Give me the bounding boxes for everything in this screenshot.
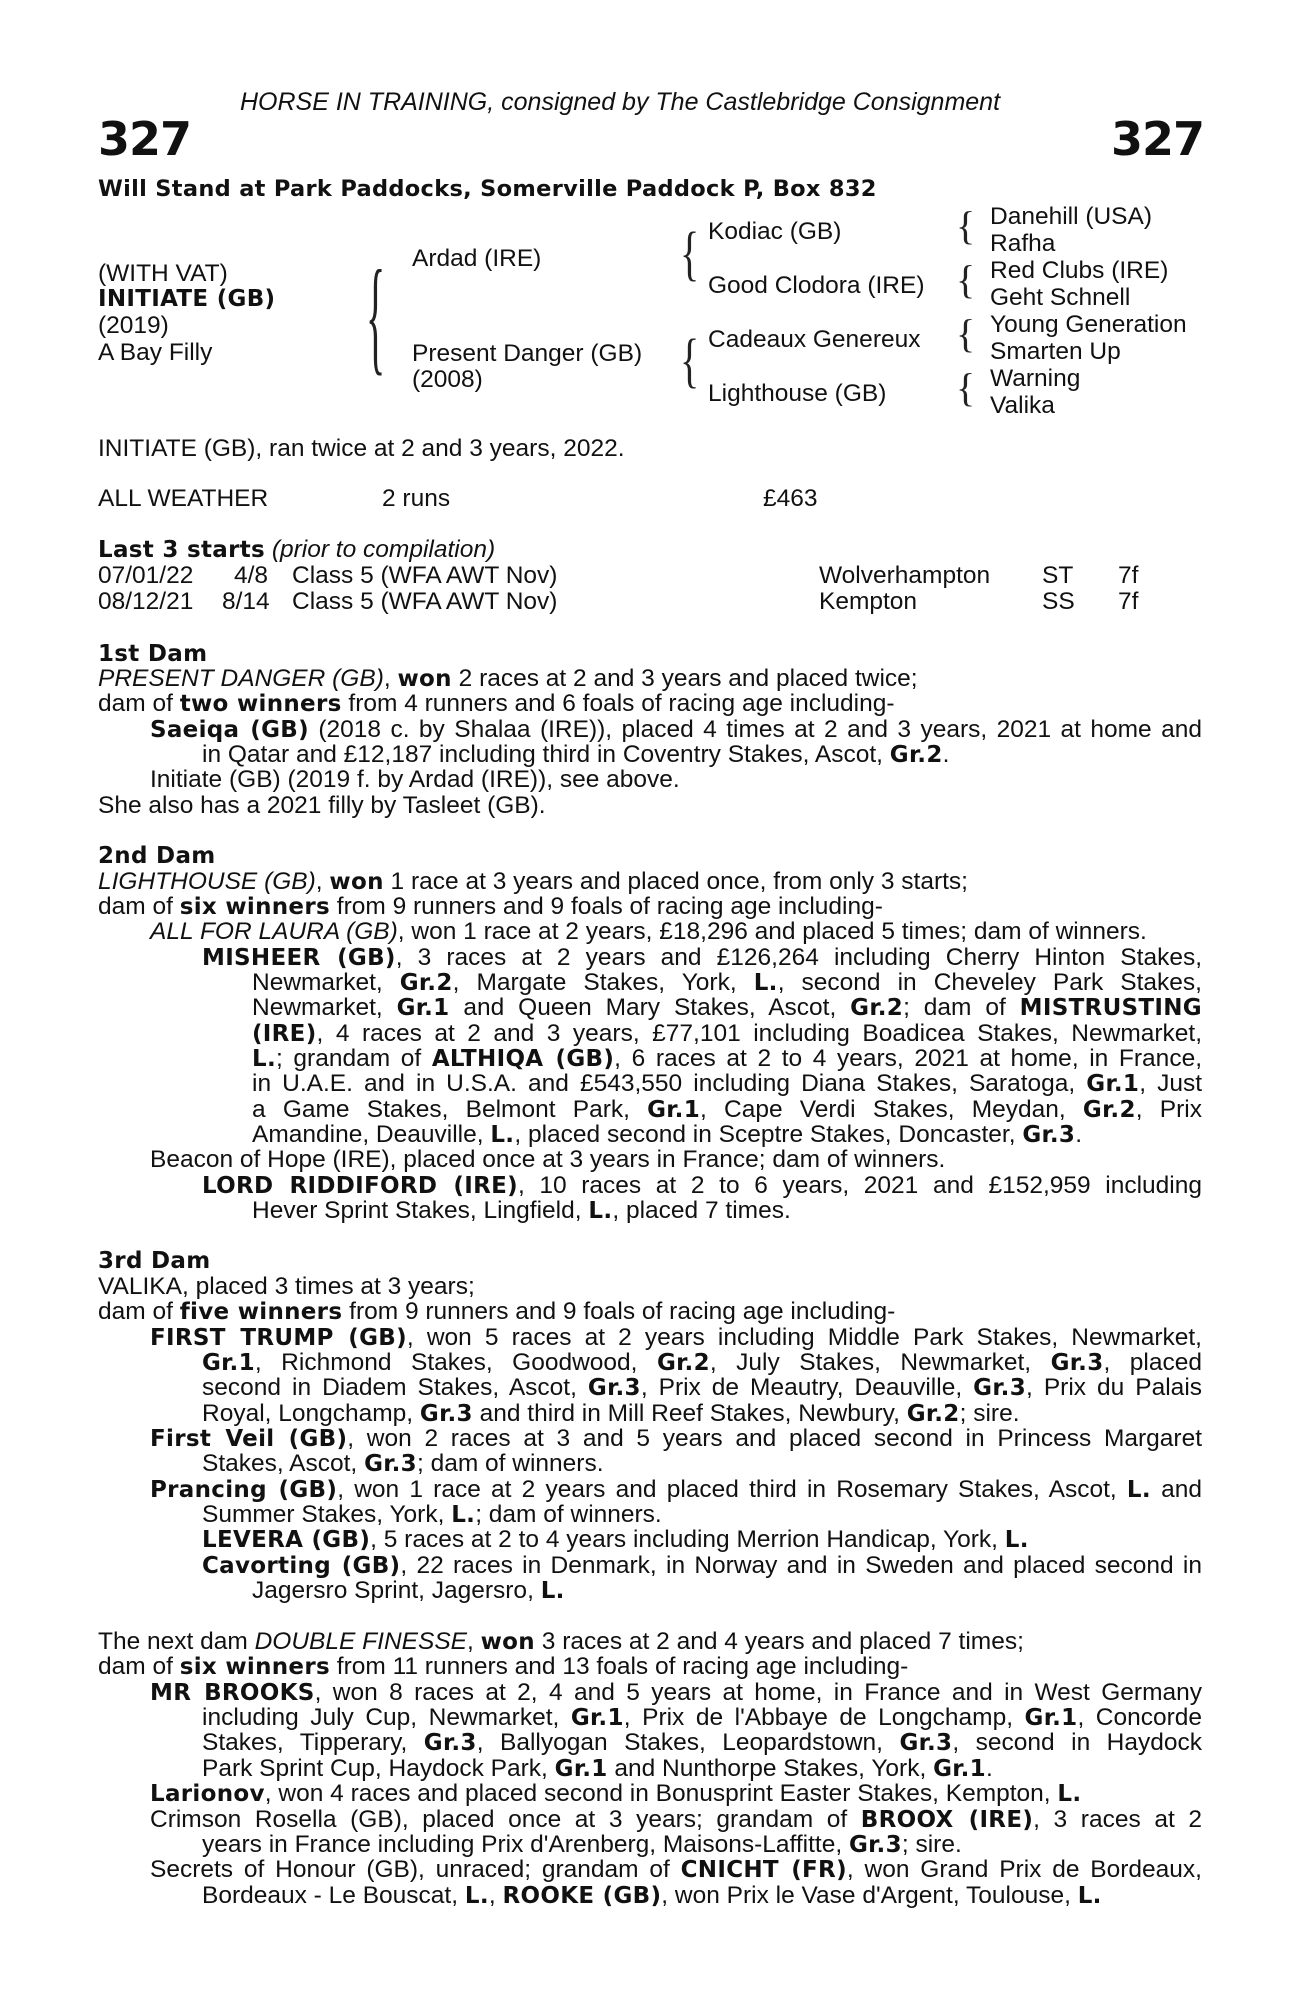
dam2-line: a Game Stakes, Belmont Park, Gr.1, Cape Verdi Stakes, Meydan, Gr.2, Prix <box>252 1096 1202 1123</box>
dam1-line: dam of two winners from 4 runners and 6 foals of racing age including- <box>98 690 895 717</box>
next-dam-line: The next dam DOUBLE FINESSE, won 3 races at 2 and 4 years and placed 7 times; <box>98 1628 1024 1655</box>
dam3-line: LEVERA (GB), 5 races at 2 to 4 years including Merrion Handicap, York, L. <box>202 1526 1029 1553</box>
record-runs: 2 runs <box>382 485 451 512</box>
last-starts-heading-bold: Last 3 starts <box>98 537 266 563</box>
dam2-line: MISHEER (GB), 3 races at 2 years and £126,264 including Cherry Hinton Stakes, <box>202 944 1202 971</box>
start-going: ST <box>1042 562 1074 589</box>
dam3-line: Jagersro Sprint, Jagersro, L. <box>252 1577 565 1604</box>
start-course: Wolverhampton <box>819 562 991 589</box>
pedigree-brace: { <box>366 243 386 388</box>
dam3-line: Stakes, Ascot, Gr.3; dam of winners. <box>202 1450 604 1477</box>
dam1-line: PRESENT DANGER (GB), won 2 races at 2 and 3 years and placed twice; <box>98 665 918 692</box>
lot-number-left: 327 <box>98 112 192 166</box>
start-position: 8/14 <box>222 588 270 615</box>
ancestor-g3: Red Clubs (IRE) <box>990 257 1169 284</box>
next-dam-line: Crimson Rosella (GB), placed once at 3 years; grandam of BROOX (IRE), 3 races at 2 <box>150 1806 1202 1833</box>
ancestor-g5: Young Generation <box>990 311 1187 338</box>
ancestor-g7: Warning <box>990 365 1081 392</box>
dam3-line: second in Diadem Stakes, Ascot, Gr.3, Prix de Meautry, Deauville, Gr.3, Prix du Palais <box>202 1374 1203 1401</box>
ancestor-g1: Danehill (USA) <box>990 203 1153 230</box>
pedigree-brace: { <box>956 311 976 356</box>
ancestor-g4: Geht Schnell <box>990 284 1131 311</box>
last-starts-heading <box>98 537 495 564</box>
dam3-line: Royal, Longchamp, Gr.3 and third in Mill Reef Stakes, Newbury, Gr.2; sire. <box>202 1400 1020 1427</box>
dam3-line: Cavorting (GB), 22 races in Denmark, in Norway and in Sweden and placed second in <box>202 1552 1202 1579</box>
sire-sire: Kodiac (GB) <box>708 218 842 245</box>
lot-number-right: 327 <box>1110 112 1204 166</box>
dam3-line: dam of five winners from 9 runners and 9 foals of racing age including- <box>98 1298 896 1325</box>
dam2-line: Newmarket, Gr.2, Margate Stakes, York, L., second in Cheveley Park Stakes, <box>252 969 1202 996</box>
ancestor-g2: Rafha <box>990 230 1056 257</box>
dam3-line: FIRST TRUMP (GB), won 5 races at 2 years including Middle Park Stakes, Newmarket, <box>150 1324 1202 1351</box>
next-dam-line: dam of six winners from 11 runners and 13 foals of racing age including- <box>98 1653 909 1680</box>
sire-dam: Good Clodora (IRE) <box>708 272 925 299</box>
horse-description: A Bay Filly <box>98 339 213 366</box>
section-heading-1st-dam: 1st Dam <box>98 641 208 667</box>
dam2-line: Hever Sprint Stakes, Lingfield, L., placed 7 times. <box>252 1197 791 1224</box>
section-heading-2nd-dam: 2nd Dam <box>98 843 216 869</box>
dam3-line: Gr.1, Richmond Stakes, Goodwood, Gr.2, July Stakes, Newmarket, Gr.3, placed <box>202 1349 1202 1376</box>
race-summary: INITIATE (GB), ran twice at 2 and 3 years, 2022. <box>98 435 625 462</box>
start-race: Class 5 (WFA AWT Nov) <box>292 588 558 615</box>
dam2-line: ALL FOR LAURA (GB), won 1 race at 2 years, £18,296 and placed 5 times; dam of winners. <box>150 918 1147 945</box>
next-dam-line: Larionov, won 4 races and placed second in Bonusprint Easter Stakes, Kempton, L. <box>150 1780 1082 1807</box>
dam3-line: VALIKA, placed 3 times at 3 years; <box>98 1273 475 1300</box>
dam: Present Danger (GB) <box>412 340 643 367</box>
start-position: 4/8 <box>234 562 269 589</box>
start-date: 08/12/21 <box>98 588 194 615</box>
pedigree-brace: { <box>680 326 700 394</box>
dam3-line: Prancing (GB), won 1 race at 2 years and placed third in Rosemary Stakes, Ascot, L. and <box>150 1476 1202 1503</box>
start-going: SS <box>1042 588 1075 615</box>
next-dam-line: MR BROOKS, won 8 races at 2, 4 and 5 years at home, in France and in West Germany <box>150 1679 1202 1706</box>
dam-year: (2008) <box>412 366 483 393</box>
sire: Ardad (IRE) <box>412 245 542 272</box>
page-title: HORSE IN TRAINING, consigned by The Castlebridge Consignment <box>240 88 1001 116</box>
start-course: Kempton <box>819 588 918 615</box>
dam2-line: Amandine, Deauville, L., placed second in Sceptre Stakes, Doncaster, Gr.3. <box>252 1121 1083 1148</box>
horse-year: (2019) <box>98 312 169 339</box>
pedigree-brace: { <box>956 257 976 302</box>
dam2-line: dam of six winners from 9 runners and 9 foals of racing age including- <box>98 893 883 920</box>
pedigree-brace: { <box>680 219 700 287</box>
start-distance: 7f <box>1118 562 1139 589</box>
next-dam-line: including July Cup, Newmarket, Gr.1, Prix de l'Abbaye de Longchamp, Gr.1, Concorde <box>202 1704 1203 1731</box>
next-dam-line: years in France including Prix d'Arenberg, Maisons-Laffitte, Gr.3; sire. <box>202 1831 962 1858</box>
next-dam-line: Bordeaux - Le Bouscat, L., ROOKE (GB), won Prix le Vase d'Argent, Toulouse, L. <box>202 1882 1102 1909</box>
next-dam-line: Stakes, Tipperary, Gr.3, Ballyogan Stakes, Leopardstown, Gr.3, second in Haydock <box>202 1729 1203 1756</box>
pedigree-brace: { <box>956 203 976 248</box>
dam1-line: in Qatar and £12,187 including third in Coventry Stakes, Ascot, Gr.2. <box>202 741 950 768</box>
next-dam-line: Park Sprint Cup, Haydock Park, Gr.1 and Nunthorpe Stakes, York, Gr.1. <box>202 1755 993 1782</box>
dam2-line: in U.A.E. and in U.S.A. and £543,550 including Diana Stakes, Saratoga, Gr.1, Just <box>252 1070 1203 1097</box>
dam2-line: LORD RIDDIFORD (IRE), 10 races at 2 to 6 years, 2021 and £152,959 including <box>202 1172 1202 1199</box>
dam1-line: She also has a 2021 filly by Tasleet (GB). <box>98 792 546 819</box>
start-distance: 7f <box>1118 588 1139 615</box>
next-dam-line: Secrets of Honour (GB), unraced; grandam of CNICHT (FR), won Grand Prix de Bordeaux, <box>150 1856 1202 1883</box>
dam1-line: Initiate (GB) (2019 f. by Ardad (IRE)), see above. <box>150 766 680 793</box>
dam3-line: First Veil (GB), won 2 races at 3 and 5 years and placed second in Princess Margaret <box>150 1425 1202 1452</box>
ancestor-g6: Smarten Up <box>990 338 1121 365</box>
dam2-line: L.; grandam of ALTHIQA (GB), 6 races at 2 to 4 years, 2021 at home, in France, <box>252 1045 1202 1072</box>
dam2-line: Beacon of Hope (IRE), placed once at 3 years in France; dam of winners. <box>150 1146 946 1173</box>
record-surface: ALL WEATHER <box>98 485 269 512</box>
dam1-line: Saeiqa (GB) (2018 c. by Shalaa (IRE)), placed 4 times at 2 and 3 years, 2021 at home and <box>150 716 1202 743</box>
stable-location: Will Stand at Park Paddocks, Somerville Paddock P, Box 832 <box>98 176 877 202</box>
dam-sire: Cadeaux Genereux <box>708 326 921 353</box>
last-starts-heading-note: (prior to compilation) <box>265 536 496 563</box>
start-date: 07/01/22 <box>98 562 194 589</box>
record-earnings: £463 <box>763 485 818 512</box>
dam2-line: LIGHTHOUSE (GB), won 1 race at 3 years and placed once, from only 3 starts; <box>98 868 968 895</box>
section-heading-3rd-dam: 3rd Dam <box>98 1248 211 1274</box>
pedigree-brace: { <box>956 365 976 410</box>
dam2-line: (IRE), 4 races at 2 and 3 years, £77,101 including Boadicea Stakes, Newmarket, <box>252 1020 1202 1047</box>
horse-vat: (WITH VAT) <box>98 260 228 287</box>
start-race: Class 5 (WFA AWT Nov) <box>292 562 558 589</box>
dam2-line: Newmarket, Gr.1 and Queen Mary Stakes, Ascot, Gr.2; dam of MISTRUSTING <box>252 994 1202 1021</box>
dam-dam: Lighthouse (GB) <box>708 380 887 407</box>
ancestor-g8: Valika <box>990 392 1055 419</box>
horse-name: INITIATE (GB) <box>98 286 276 312</box>
dam3-line: Summer Stakes, York, L.; dam of winners. <box>202 1501 662 1528</box>
